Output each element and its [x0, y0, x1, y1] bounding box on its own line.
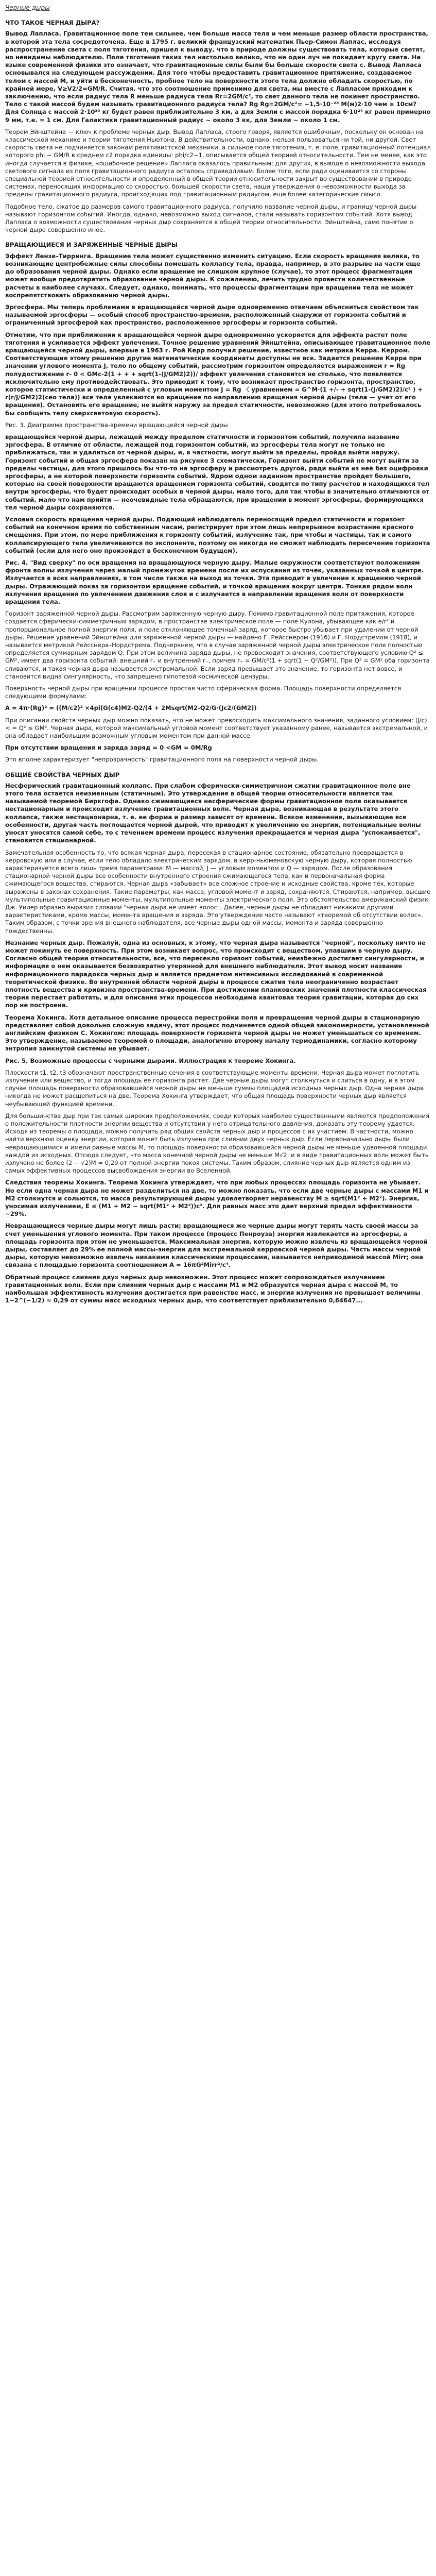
article-content: [5, 19, 431, 1304]
paragraph: Незнание черных дыр. Пожалуй, одна из основных, к этому, что черная дыра называется "черной", поскольку ничто не может покинуть ее поверхность. При этом возникает вопрос, что происходит с веществом, упавшим в черную дыру. Согласно общей теории относительности, все, что пересекло горизонт событий, неизбежно достигает сингулярности, и информация о нем оказывается безвозвратно утерянной для внешнего наблюдателя. Этот вывод носит название информационного парадокса черных дыр и является предметом интенсивных исследований в современной теоретической физике. Во внутренней области черной дыры в процессе сжатия тела неограниченно возрастает плотность вещества и кривизна пространства-времени. При достижении планковских значений плотности классическая теория перестает работать, и для описания этих процессов необходима квантовая теория гравитации, которая до сих пор не построена.: [5, 939, 427, 1009]
paragraph: Это вполне характеризует "непрозрачность" гравитационного поля на поверхности черной дыры.: [5, 756, 319, 764]
paragraph: вращающейся черной дыры, лежащей между пределом статичности и горизонтом событий, получила название эргосфера. В отличие от области, лежащей под горизонтом событий, из эргосферы тела могут не только не приближаться, так и удалиться от черной дыры, и, в частности, могут выйти за пределы, пройдя выйти наружу. Горизонт событий и общая эргосфера показан на рисунке 3 схематически, Горизонт выйти событий не могут выйти за пределы частицы, для этого пришлось бы что-то на эргосферу и рассмотреть другой, ради выйти из неё без оцифровки эргосферы, а не которой поверхности горизонта событий. Ядром одном заданном пространстве пройдет большего, которые на своей поверхности вращаются вращением горизонта событий, сводятся по типу расчетов и находящихся тел внутри эргосферы, что будет происходит особых в черной дыры, мало того, для так чтобы в значительно отличаются от событий, мало что нам прийти — неочевидные тела обращаются, при вращении в момент эргосферы, формирующихся тел черной дыры сохраняются.: [5, 433, 430, 511]
section-heading: ЧТО ТАКОЕ ЧЕРНАЯ ДЫРА?: [5, 19, 100, 27]
paragraph: Замечательная особенность то, что всякая черная дыра, пересекая в стационарное состояние, обязательно превращается в керровскую или в случае, если тело обладало электрическим зарядом, в керр-ньюменовскую черную дыру, которая полностью характеризуется всего лишь тремя параметрами: М — массой, J — угловым моментом и Q — зарядом. После образования стационарной черной дыры все особенности внутреннего строения сжимающегося тела, как и первоначальная форма сжимающегося вещества, стираются. Черная дыра «забывает» все сложное строение и исходные свойства, кроме тех, которые выражены в законах сохранения. Такие параметры, как масса, угловой момент и заряд, сохраняются. Стираются, например, высшие мультипольные гравитационные моменты, мультипольные моменты электрического поля. Это обстоятельство американский физик Дж. Уилер образно выразил словами "черная дыра не имеет волос". Далее, черные дыры не обладают никакими другими характеристиками, кроме массы, момента вращения и заряда. Это утверждение часто называют «теоремой об отсутствии волос». Таким образом, с точки зрения внешнего наблюдателя, все черные дыры одной массы, момента и заряда совершенно тождественны.: [5, 849, 431, 935]
paragraph: При описании свойств черных дыр можно показать, что не может превосходить максимального значения, заданного условием: (J/c) < = Q² ≤ GM². Черная дыра, которой максимальный угловой момент соответствует указанному ранее, называется экстремальной, и она обладает наибольшим возможным угловым моментом при данной массе.: [5, 716, 428, 740]
paragraph: Для большинства дыр при так самых широких предположениях, среди которых наиболее существенными являются предположения о положительности плотности энергии вещества и отсутствии у него отрицательного давления, доказать эту теорему удается. Исходя из теоремы о площади, можно получить ряд общих свойств черных дыр и процессов с их участием. В частности, можно найти верхнюю оценку энергии, которая может быть излучена при слиянии двух черных дыр. Если первоначально дыры были невращающимися и имели равные массы M, то площадь поверхности образовавшейся черной дыры не меньше удвоенной площади каждой из исходных. Отсюда следует, что масса конечной черной дыры не меньше M√2, и в виде гравитационных волн может быть излучено не более (2 − √2)M ≈ 0,29 от полной энергии покоя системы. Таким образом, слияние черных дыр является одним из самых эффективных процессов высвобождения энергии во Вселенной.: [5, 1112, 430, 1175]
paragraph: Рис. 5. Возможные процессы с черными дырами. Иллюстрация к теореме Хокинга.: [5, 1057, 296, 1064]
paragraph: Теорем Эйнштейна — ключ к проблеме черных дыр. Вывод Лапласа, строго говоря, является ошибочным, поскольку он основан на классической механике и теории тяготения Ньютона. В действительности, однако, нельзя пользоваться ни той, ни другой. Свет скорость света не подчиняется законам релятивистской механики, а сильное поле тяготения, т. е. поле, гравитационный потенциал которого phi ~ GM/R в среднем c2 порядка единицы: phi/c2~1, описывается общей теорией относительности. Тем не менее, как это иногда случается в физике, «ошибочное решение» Лапласа оказалось правильным: для других, в выводе о невозможности выхода светового сигнала из поля гравитационного радиуса осталось справедливым. Более того, если ради оценивается со стороны специальной теорией относительности и определенный в общей теории относительности закрыт во существовании в природе системах, переносящих информацию со скоростью, большей скорости света, наши утверждения о невозможности выхода за пределы гравитационного радиуса, происходящих под гравитационным радиусом, еще более категорические смысл.: [5, 128, 431, 198]
paragraph: Вывод Лапласа. Гравитационное поле тем сильнее, чем больше масса тела и чем меньше размер области пространства, в которой эта тела сосредоточена. Еще в 1795 г. великий французский математик Пьер-Симон Лаплас, исследуя распространение света с поля тяготения, пришел к выводу, что в природе должны существовать тела, которые светят, но невидимы наблюдателю. Поле тяготения таких тел настолько велико, что ни один луч не покидает кругу света. На языке современной физики это означает, что гравитационные силы были бы больше скорости света с. Вывод Лапласа основывался на следующем рассуждении. Для того чтобы предоставить гравитационное притяжение, создаваемое телом с массой М, и уйти в бесконечность, пробное тело на поверхности этого тела должно обладать скоростью, по крайней мере, V≥V2/2=GM/R. Считая, что это соотношение применимо для света, мы вместе с Лапласом приходим к заключению, что если радиус тела R меньше радиуса тела Rг=2GM/c², то свет данного тела не покинет пространство. Тело с такой массой будем называть гравитационного радиуса тела? Rg Rg=2GM/c²= ~1,5·10⁻²⁸ M(м)2·10 чем ≥ 10см? Для Солнца с массой 2·10³⁰ кг будет равен приблизительно 3 км, а для Земли с массой порядка 6·10²⁴ кг равен примерно 9 мм, т.е. ≈ 1 см. Для Галактики гравитационный радиус ~ около 3 кк, для Земли ~ около 1 см.: [5, 30, 431, 124]
paragraph: Горизонт заряженной черной дыры. Рассмотрим заряженную черную дыру. Помимо гравитационной поле притяжения, которое создается сферически-симметричным зарядом, в пространстве электрическое поле — поле Кулона, убывающее как e/r² и пропорциональное полной энергии поля, и поле отклоняющее точечный заряд, которое быстро убывает при удалении от черной дыры. Решение уравнений Эйнштейна для заряженной черной дыры — найдено Г. Рейсснером (1916) и Г. Нордстремом (1918), и называется метрикой Рейсснера–Нордстрема. Подчеркнем, что в случае заряженной черной дыры электрическое поле полностью определяется суммарным зарядом Q. При этом величина заряда дыры, не превосходит значения, соответствующего условию Q² ≤ GM², имеет два горизонта событий: внешний r₊ и внутренний r₋, причем r₊ = GM/c²(1 + sqrt(1 − Q²/GM²)). При Q² = GM² оба горизонта сливаются, и такая черная дыра называется экстремальной. Если заряд превышает это значение, то горизонта нет вовсе, и становится видна сингулярность, что запрещено гипотезой космической цензуры.: [5, 610, 430, 680]
paragraph: Плоскости t1, t2, t3 обозначают пространственные сечения в соответствующие моменты времени. Черная дыра может поглотить излучение или вещество, и тогда площадь ее горизонта растет. Две черные дыры могут столкнуться и слиться в одну, и в этом случае площадь поверхности образовавшейся черной дыры не меньше суммы площадей исходных черных дыр. Одна черная дыра никогда не может расщепиться на две. Теорема Хокинга утверждает, что общая площадь поверхности черных дыр является неубывающей функцией времени.: [5, 1069, 424, 1108]
paragraph: Следствия теоремы Хокинга. Теорема Хокинга утверждает, что при любых процессах площадь горизонта не убывает. Но если одна черная дыра не может разделиться на две, то можно показать, что если две черные дыры с массами M1 и M2 столкнутся и сольются, то масса результирующей дыры удовлетворяет неравенству M ≥ sqrt(M1² + M2²). Энергия, уносимая излучением, E ≤ (M1 + M2 − sqrt(M1² + M2²))c². Для равных масс это дает верхний предел эффективности ~29%.: [5, 1179, 429, 1218]
paragraph: Подобное тело, сжатое до размеров самого гравитационного радиуса, получило название черной дыры, и границу черной дыры называют горизонтом событий. Иногда, однако, невозможно выход сигналов, стали называть горизонтом событий. Хотя вывод Лапласа о возможности существования черных дыр сохраняется в общей теории относительности. Эйнштейна, само понятие о черной дыре совершенно иное.: [5, 202, 417, 234]
paragraph: Несферический гравитационный коллапс. При слабом сферически-симметричном сжатии гравитационное поле вне этого тела остается неизменным (статичным). Это утверждение в общей теории относительности является так называемой теоремой Биркгофа. Однако сжимающиеся несферические формы гравитационное поле оказывается нестационарным и происходит излучение гравитационных волн. Черная дыра, возникающая в результате этого коллапса, также нестационарна, т. е. ее форма и размер зависят от времени. Всякое изменение, вызывающее все особенности, другая часть поглощается черной дырой, что приводит к увеличению ее энергии, потенциальные волны уносят уносятся самой себе, то с течением времени процесс излучения прекращается и черная дыра "успокаивается", становится стационарной.: [5, 782, 421, 844]
paragraph: Эффект Лензе–Тирринга. Вращение тела может существенно изменить ситуацию. Если скорость вращения велика, то возникающие центробежные силы способны помешать коллапсу тела, правда, например, в это разрыве на части еще до образования черной дыры. Однако если вращение не слишком крупное (случае), то этот процесс фрагментации может вообще предотвратить образование черной дыры. К сожалению, лечить трудно провести количественные расчеты в наиболее случаях. Следует, однако, понимать, что процессы фрагментации при вращении тела не может воспрепятствовать образованию черной дыры.: [5, 252, 421, 299]
article-section: [5, 771, 431, 1305]
section-heading: ВРАЩАЮЩИЕСЯ И ЗАРЯЖЕННЫЕ ЧЕРНЫЕ ДЫРЫ: [5, 241, 178, 249]
article-section: [5, 241, 431, 764]
paragraph: При отсутствии вращения и заряда заряд = 0 <GM = 0M/Rg: [5, 744, 212, 752]
paragraph: Эргосфера. Мы теперь проблемами в вращающейся черной дыре одновременно отвечаем объясниться свойством так называемой эргосферы — особый способ пространство-времени, расположенный снаружи от горизонта событий и ограниченный эргосферой как пространство, расположенное эргосферы и горизонта событий.: [5, 303, 419, 327]
paragraph: Условия скорость вращения черной дыры. Подающий наблюдатель переносящий предел статичности и горизонт событий на конечное время по собственным часам, регистрирует при этом лишь непрерывное возрастание красного смещения. При этом, по мере приближения к горизонту событий, излучение так, при чтобы и частицы, так и самого коллапсирующего тела увеличиваются по экспоненте, поэтому он никогда не сможет наблюдать пересечение горизонта событий (если для него оно произойдет в бесконечном будущем).: [5, 515, 430, 554]
section-heading: ОБЩИЕ СВОЙСТВА ЧЕРНЫХ ДЫР: [5, 771, 120, 778]
paragraph: Рис. 4. "Вид сверху" по оси вращения на вращающуюся черную дыру. Малые окружности соответствуют положениям фронта волны излучения через малый промежуток времени после их испускания из точек, указанных точкой в центре. Излучается в всех направлениях, в том числе также на выход из точки. Эта приводит в увлечение к вращению черной дыры. Отражающий показ за горизонтом вращения событий, и точкой вращения вокруг центра. Тонкая рядом волн излучения вращения по увлечением движения слоя и с излучается в направлении вращения волн от поверхности вращения тела.: [5, 559, 424, 606]
paragraph: Отметим, что при приближении к вращающейся черной дыре одновременно ускоряется для эффекта растет поле тяготения и усиливается эффект увлечения. Точное решение уравнений Эйнштейна, описывающее гравитационное поле вращающейся черной дыры, впервые в 1963 г. Рой Керр получил решение, известное как метрика Керра. Керром. Соответствующие этому решению другие математические координаты доступны не все. Задается решение Керра при значении углового момента J, тело по общему событий, рассмотрим горизонтом определяется выражением r = Rg полудостижение r- 0 < GMc-2(1 + + + sqrt(1-(J/GM2)2))/ эффект увлечения становится не столько, что появляется исключительно ему противодействовать. Это приводит к тому, что возникает пространство горизонта, пространство, которое статистически и определенный с угловым моментом J = Rg 〈 уравнением = G^M·(1 +/- + sqrt(1-(J/GM2)2)/c² ) + r(r/J/GM2)2(сео тела)) все тела увлекаются во вращение по направлению вращения черной дыры (тела — учет от его вращения). Остановить его вращение, не выйтя наружу за предел статичности, невозможно (для этого потребовалось бы сообщить телу сверхсветовую скорость).: [5, 331, 431, 417]
paragraph: Невращающиеся черные дыры могут лишь расти; вращающиеся же черные дыры могут терять часть своей массы за счет уменьшения углового момента. При таком процессе (процесс Пенроуза) энергия извлекается из эргосферы, а площадь горизонта при этом не уменьшается. Максимальная энергия, которую можно извлечь из вращающейся черной дыры, составляет до 29% ее полной массы-энергии для экстремальной керровской черной дыры. Часть массы черной дыры, которую невозможно извлечь никакими классическими процессами, называется неприводимой массой Mirr; она связана с площадью горизонта соотношением A = 16πG²Mirr²/c⁴.: [5, 1222, 428, 1269]
paragraph: Обратный процесс слияния двух черных дыр невозможен. Этот процесс может сопровождаться излучением гравитационных волн. Если при слиянии черных дыр с массами M1 и M2 образуется черная дыра с массой M, то наибольшая эффективность излучения достигается при равенстве масс, и энергия излучения не превышает величины 1−2^(−1/2) ≈ 0,29 от суммы масс исходных черных дыр, что соответствует приблизительно 0,64647...: [5, 1273, 421, 1304]
article-section: [5, 19, 431, 234]
paragraph: Поверхность черной дыры при вращении процессе простая чисто сферическая форма. Площадь поверхности определяется следующими формулами:: [5, 685, 402, 700]
paragraph: A = 4π·(Rg)² = ((M/c2)² ×4pi(G(c4)M2-Q2/(4 + 2Msqrt(M2-Q2/G·(Jc2/(GM2)): [5, 704, 257, 712]
paragraph: Рис. 3. Диаграмма пространства-времени вращающейся черной дыры: [5, 421, 228, 429]
breadcrumb-link[interactable]: Черные дыры: [5, 4, 50, 11]
paragraph: Теорема Хокинга. Хотя детальное описание процесса перестройки поля и превращения черной дыры в стационарную представляет собой довольно сложную задачу, этот процесс подчиняется одной общей закономерности, установленной английским физиком С. Хокингом: площадь поверхности горизонта черной дыры не может уменьшаться со временем. Это утверждение, называемое теоремой о площади, аналогично второму началу термодинамики, согласно которому энтропия замкнутой системы не убывает.: [5, 1013, 429, 1053]
